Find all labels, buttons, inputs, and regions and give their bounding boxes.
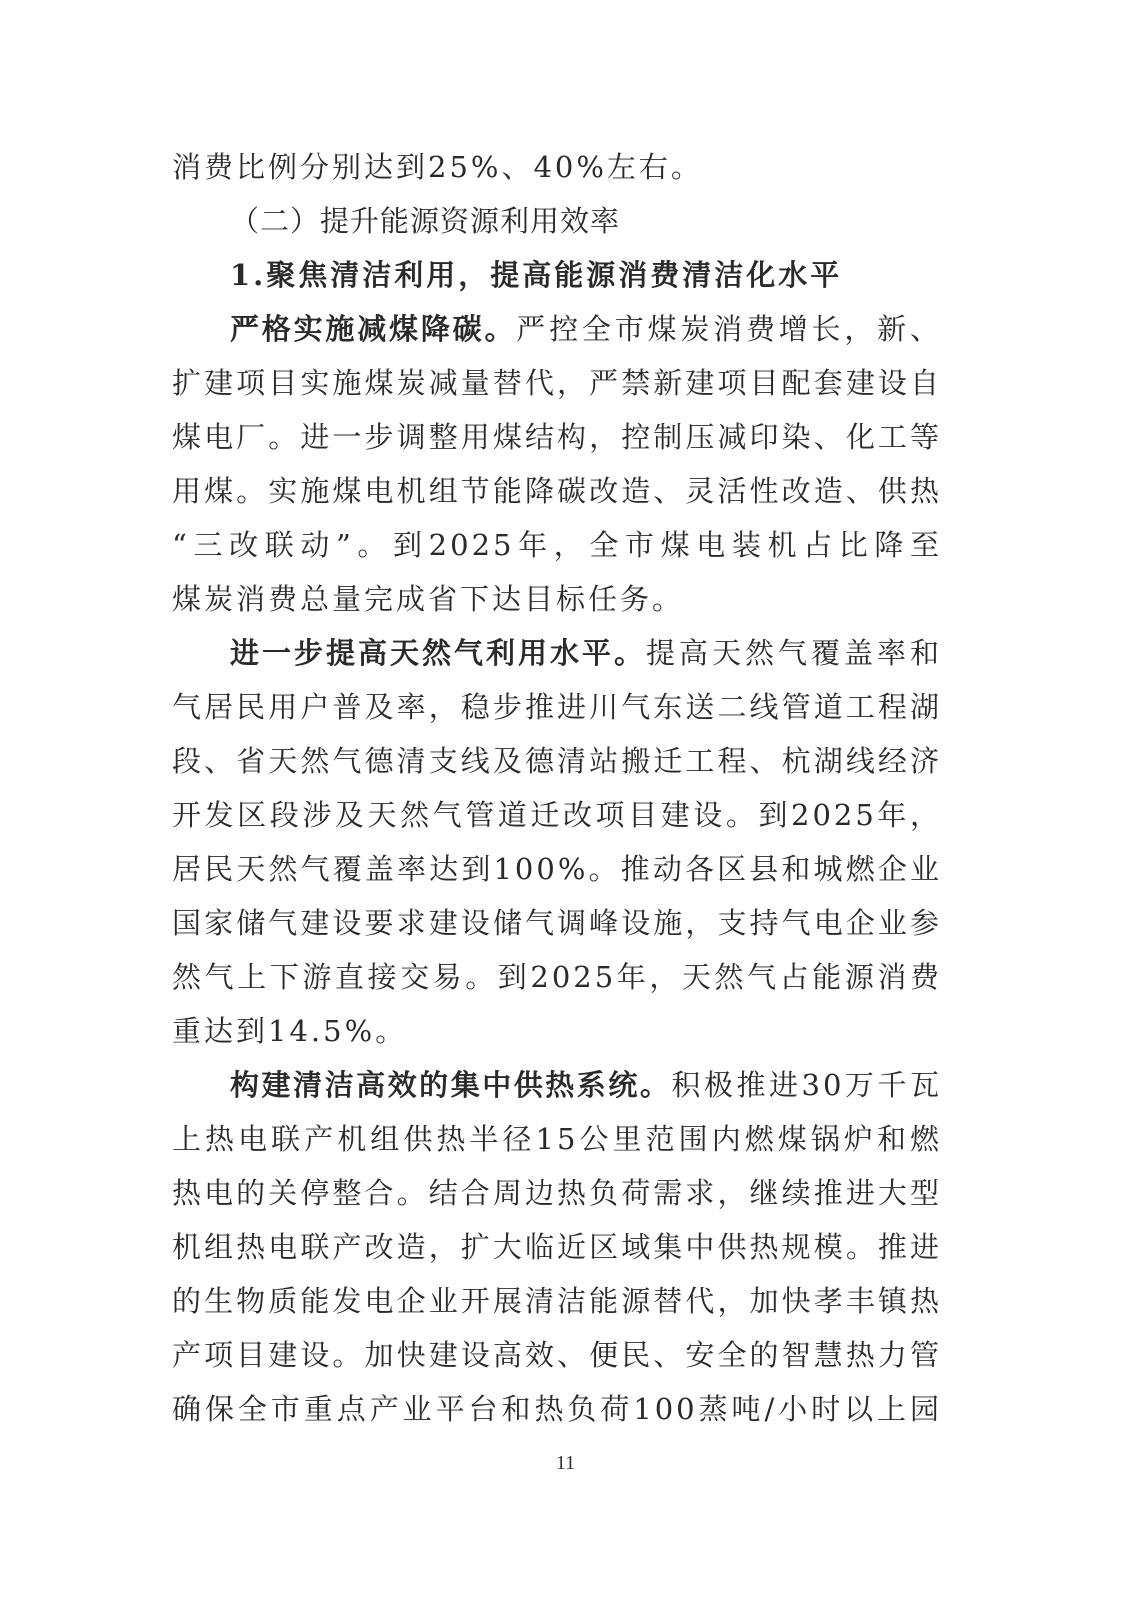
text-line: 段、省天然气德清支线及德清站搬迁工程、杭湖线经济 bbox=[172, 744, 942, 778]
body-text bbox=[172, 140, 942, 1436]
text-line: 用煤。实施煤电机组节能降碳改造、灵活性改造、供热 bbox=[172, 474, 942, 508]
text-line: 确保全市重点产业平台和热负荷100蒸吨/小时以上园 bbox=[172, 1392, 942, 1426]
text-line: 煤炭消费总量完成省下达目标任务。 bbox=[172, 582, 685, 616]
paragraph-lead: 严格实施减煤降碳。 bbox=[230, 312, 517, 346]
paragraph-lead: 进一步提高天然气利用水平。 bbox=[230, 636, 646, 670]
paragraph-text: 严控全市煤炭消费增长，新、 bbox=[516, 312, 942, 346]
text-line: 的生物质能发电企业开展清洁能源替代，加快孝丰镇热 bbox=[172, 1284, 942, 1318]
page-number: 11 bbox=[555, 1452, 576, 1474]
paragraph-text: 提高天然气覆盖率和 bbox=[645, 636, 942, 670]
text-line: 消费比例分别达到25%、40%左右。 bbox=[172, 150, 703, 184]
text-line: 机组热电联产改造，扩大临近区域集中供热规模。推进 bbox=[172, 1230, 942, 1264]
text-line: 热电的关停整合。结合周边热负荷需求，继续推进大型 bbox=[172, 1176, 942, 1210]
text-line: 上热电联产机组供热半径15公里范围内燃煤锅炉和燃 bbox=[172, 1122, 942, 1156]
section-heading: （二）提升能源资源利用效率 bbox=[230, 204, 621, 238]
text-line: 产项目建设。加快建设高效、便民、安全的智慧热力管 bbox=[172, 1338, 942, 1372]
text-line: 重达到14.5%。 bbox=[172, 1014, 408, 1048]
text-line: 开发区段涉及天然气管道迁改项目建设。到2025年， bbox=[172, 798, 942, 832]
text-line: 国家储气建设要求建设储气调峰设施，支持气电企业参 bbox=[172, 906, 942, 940]
text-line: 气居民用户普及率，稳步推进川气东送二线管道工程湖 bbox=[172, 690, 942, 724]
text-line: 煤电厂。进一步调整用煤结构，控制压减印染、化工等 bbox=[172, 420, 942, 454]
subheading: 1.聚焦清洁利用，提高能源消费清洁化水平 bbox=[230, 258, 843, 292]
text-line: 然气上下游直接交易。到2025年，天然气占能源消费 bbox=[172, 960, 942, 994]
paragraph-lead: 构建清洁高效的集中供热系统。 bbox=[230, 1068, 672, 1102]
text-line: “三改联动”。到2025年，全市煤电装机占比降至 bbox=[172, 528, 942, 562]
paragraph-first-line bbox=[172, 626, 942, 680]
paragraph-first-line bbox=[172, 302, 942, 356]
paragraph-text: 积极推进30万千瓦 bbox=[671, 1068, 942, 1102]
text-line: 扩建项目实施煤炭减量替代，严禁新建项目配套建设自 bbox=[172, 366, 942, 400]
paragraph-first-line bbox=[172, 1058, 942, 1112]
text-line: 居民天然气覆盖率达到100%。推动各区县和城燃企业 bbox=[172, 852, 942, 886]
